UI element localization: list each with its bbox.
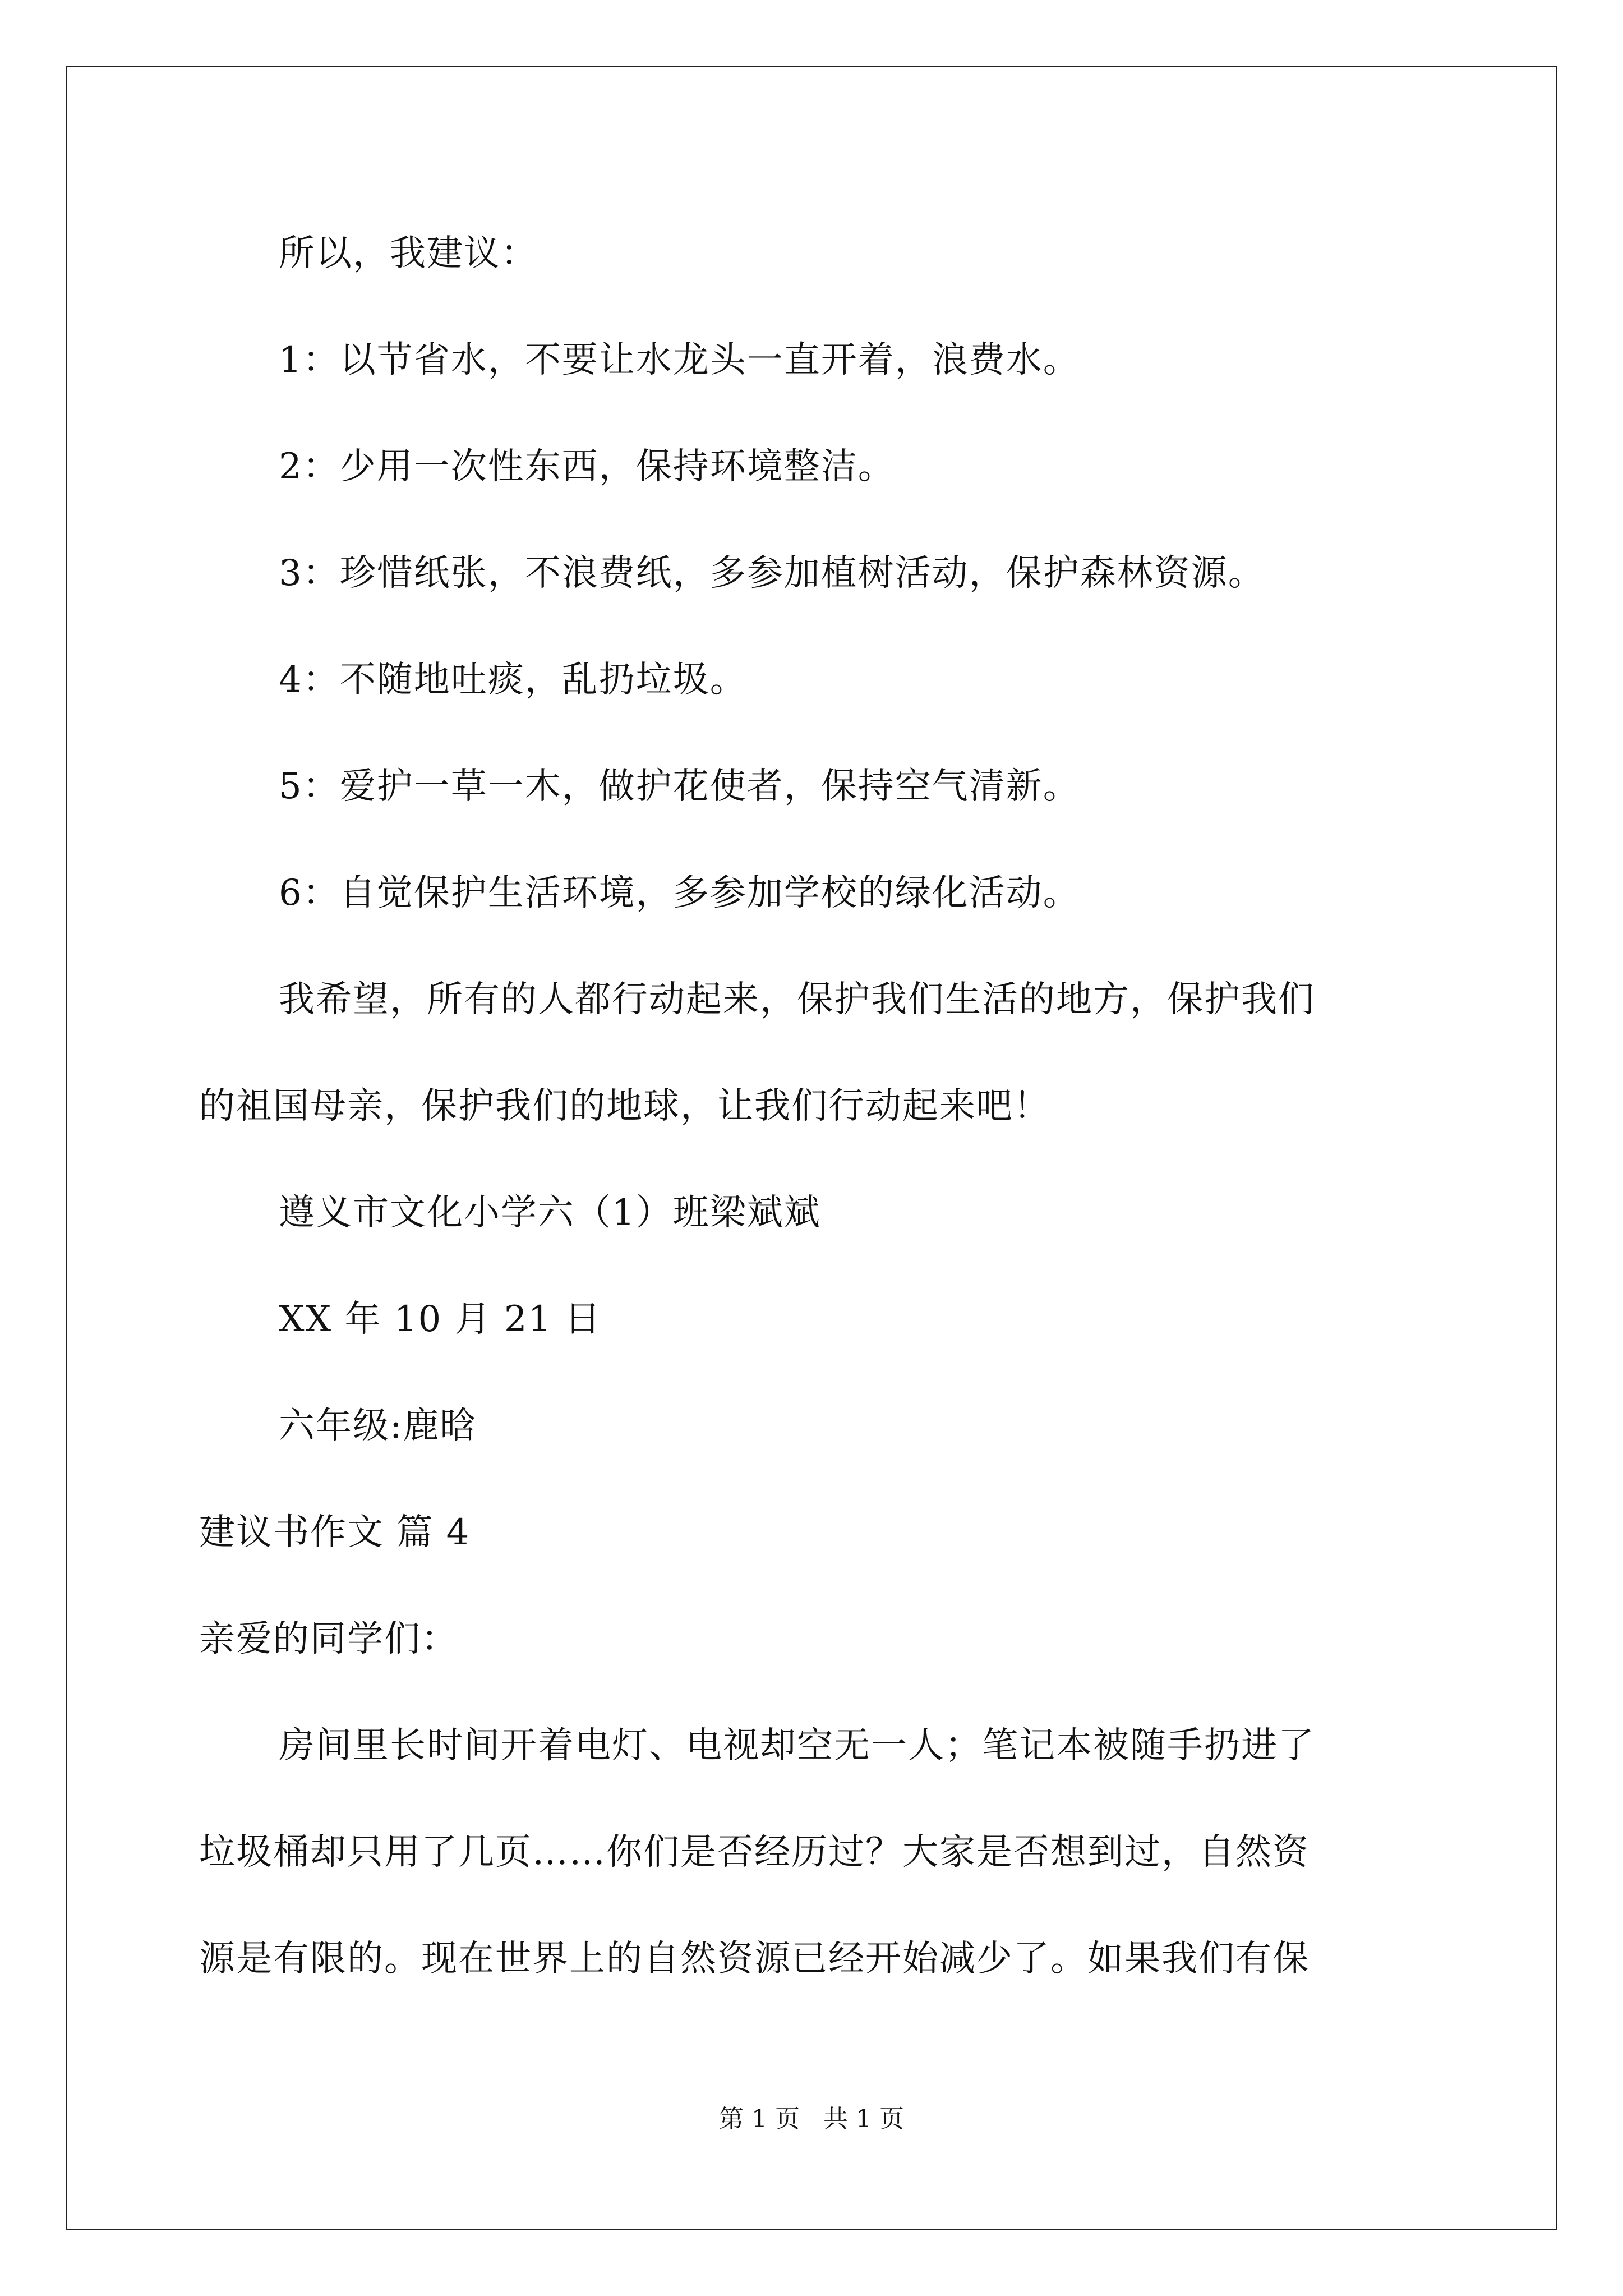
suggestion-5: 5：爱护一草一木，做护花使者，保持空气清新。	[279, 766, 1080, 807]
signature-date: XX 年 10 月 21 日	[279, 1299, 602, 1340]
body-paragraph-line-3: 源是有限的。现在世界上的自然资源已经开始减少了。如果我们有保	[199, 1938, 1310, 1980]
page-footer: 第 1 页 共 1 页	[719, 2105, 904, 2133]
paragraph-hope-line-1: 我希望，所有的人都行动起来，保护我们生活的地方，保护我们	[279, 979, 1315, 1020]
signature-author: 遵义市文化小学六（1）班梁斌斌	[279, 1192, 821, 1234]
suggestion-3: 3：珍惜纸张，不浪费纸，多参加植树活动，保护森林资源。	[279, 553, 1265, 594]
paragraph-intro: 所以，我建议：	[279, 233, 538, 274]
section-heading: 建议书作文 篇 4	[199, 1512, 471, 1553]
suggestion-1: 1：以节省水，不要让水龙头一直开着，浪费水。	[279, 339, 1080, 381]
salutation: 亲爱的同学们：	[199, 1618, 458, 1660]
body-paragraph-line-2: 垃圾桶却只用了几页……你们是否经历过？大家是否想到过，自然资	[199, 1832, 1310, 1873]
body-paragraph-line-1: 房间里长时间开着电灯、电视却空无一人；笔记本被随手扔进了	[279, 1725, 1315, 1766]
paragraph-hope-line-2: 的祖国母亲，保护我们的地球，让我们行动起来吧！	[199, 1085, 1050, 1127]
grade-author-line: 六年级:鹿晗	[279, 1405, 477, 1447]
suggestion-2: 2：少用一次性东西，保持环境整洁。	[279, 446, 895, 487]
page-border	[66, 66, 1557, 2230]
suggestion-6: 6：自觉保护生活环境，多参加学校的绿化活动。	[279, 872, 1080, 914]
suggestion-4: 4：不随地吐痰，乱扔垃圾。	[279, 659, 747, 701]
